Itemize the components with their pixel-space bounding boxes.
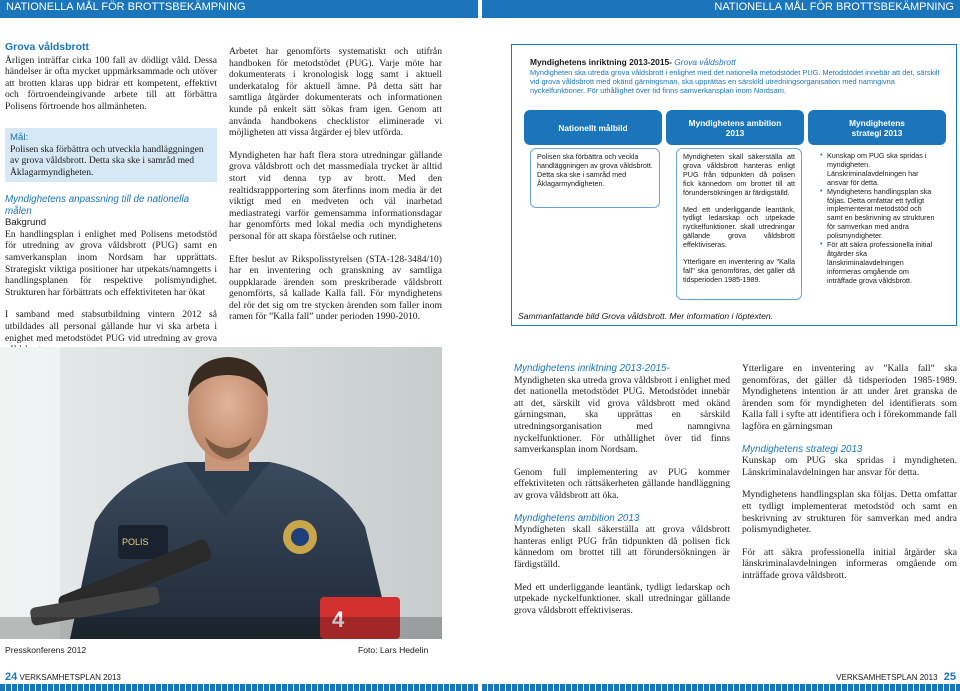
ambition-paragraph-1: Myndigheten skall säkerställa att grova våldsbrott hanteras enligt PUG från tidpunkten då polisen fick kännedom om brottet till att förundersökningen är färdigställd.: [514, 524, 730, 570]
figure-title-bold: Myndighetens inriktning 2013-2015-: [530, 57, 675, 67]
photo-credit: Foto: Lars Hedelin: [358, 645, 429, 655]
figure-col2-header: Myndighetens ambition 2013: [666, 110, 804, 145]
page-number-right: 25: [943, 671, 956, 683]
photo-illustration: [0, 347, 442, 639]
strategy-heading: Myndighetens strategi 2013: [742, 443, 863, 455]
figure-col2-paragraph-3: Ytterligare en inventering av "Kalla fall" ska genomföras, det gäller då tidsperioden 1985-1989.: [683, 257, 795, 284]
left-column: [5, 42, 217, 124]
footer-left: [5, 671, 121, 683]
training-paragraph: I samband med stabsutbildning vintern 2012 så utbildades all personal gällande hur vi ska arbeta i enighet med metodstödet PUG vid utredning av grova: [5, 309, 217, 344]
bottom-right-column: [742, 363, 957, 593]
footer-right: [836, 671, 956, 683]
ambition-paragraph-2: Med ett underliggande leantänk, tydligt ledarskap och utpekade nyckelfunktioner. skall utredningar gällande grova våldsbrott effektiviseras.: [514, 581, 730, 616]
goal-text: Polisen ska förbättra och utveckla handläggningen av grova våldsbrott. Detta ska ske i samråd med Åklagarmyndigheten.: [10, 143, 204, 178]
figure-col3-body: [814, 148, 944, 296]
header-right-title: NATIONELLA MÅL FÖR BROTTSBEKÄMPNING: [714, 1, 954, 13]
middle-paragraph-2: Myndigheten har haft flera stora utredningar gällande grova våldsbrott och det massmediala trycket är alltid stort vid denna typ av brott. Med den realtidsrappportering som återfinns inom media är det viktigt med en medveten och väl inarbetad mediastrategi varför gemensamma informationsdagar har genomförts med lokal media och myndighetens personal för att skapa förståelse och rutiner.: [229, 149, 442, 242]
figure-col2-paragraph-2: Med ett underliggande leantänk, tydligt ledarskap och utpekade nyckelfunktioner. skall utredningar gällande grova våldsbrott effektiviseras.: [683, 204, 795, 250]
direction-heading: Myndighetens inriktning 2013-2015-: [514, 363, 670, 374]
bottom-middle-column: [514, 363, 730, 627]
figure-col1-header: Nationellt målbild: [524, 110, 662, 145]
adaptation-heading: Myndighetens anpassning till de nationella målen: [5, 194, 190, 217]
middle-paragraph-3: Efter beslut av Rikspolisstyrelsen (STA-128-3484/10) har en inventering och granskning av samtliga ouppklarade ärenden som preskriberade våldsbrott genomförts, så kallade Kalla fall. För myndighetens del rör det sig om tre stycken ärenden som faller inom ramen för ”Kalla fall” under perioden 1990-2010.: [229, 253, 442, 323]
footer-right-bar: [482, 684, 960, 691]
implementation-paragraph: Genom full implementering av PUG kommer effektiviteten och rättsäkerheten gällande handläggning av grova våldsbrott att öka.: [514, 466, 730, 501]
figure-col1-body: Polisen ska förbättra och veckla handläggningen av grova våldsbrott. Detta ska ske i samråd med Åklagarmyndigheten.: [530, 148, 660, 208]
intro-paragraph: Årligen inträffar cirka 100 fall av dödligt våld. Dessa händelser är ofta mycket uppmärksammade och utöver att brotten klaras upp bidrar ett kompetent, effektivt och förtroendeingivande arbete till att förbättra Polisens förtroende hos allmänheten.: [5, 54, 217, 112]
summary-figure: [511, 44, 957, 326]
strategy-paragraph-3: För att säkra professionella initial åtgärder ska länskriminalavdelningen informeras omgående om inträffade grova våldsbrott.: [742, 546, 957, 581]
background-paragraph: En handlingsplan i enlighet med Polisens metodstöd för utredning av grova våldsbrott (PUG) samt en samverkansplan inom Nordsam har upprättats. Strategiskt viktiga positioner har utpekats/namngetts i handlingsplanen för respektive polismyndighet. Strukturen har förbättrats och effektiviteten har ökat: [5, 228, 217, 298]
page-number-left: 24: [5, 671, 18, 683]
ambition-heading: Myndighetens ambition 2013: [514, 512, 640, 524]
press-conference-photo: [0, 347, 442, 639]
footer-left-label: VERKSAMHETSPLAN 2013: [19, 673, 121, 682]
strategy-paragraph-2: Myndighetens handlingsplan ska följas. Detta omfattar ett tydligt implementerat metodstöd och samt en beskrivning av strukturen för samverkan med andra polismyndigheter.: [742, 489, 957, 536]
header-left-title: NATIONELLA MÅL FÖR BROTTSBEKÄMPNING: [6, 1, 246, 13]
patch-text: POLIS: [122, 537, 149, 547]
figure-col3-item: • Myndighetens handlingsplan ska följas. Detta omfattar ett tydligt implementerat metodstöd och samt en beskrivning av strukturen för samverkan med andra polismyndigheter.: [820, 188, 938, 241]
figure-title: [530, 57, 736, 67]
figure-col2-paragraph-1: Myndigheten skall säkerställa att grova våldsbrott hanteras enligt PUG från tidpunkten då polisen fick kännedom om brottet till att förundersökningen är färdigställd.: [683, 152, 795, 197]
page-gutter: [478, 0, 482, 691]
goal-box: [5, 128, 217, 182]
figure-intro: Myndigheten ska utreda grova våldsbrott i enlighet med det nationella metodstödet PUG. Metodstödet innebär att det, särskilt vid grova våldsbrott med okänd gärningsman, ska upprättas en särskild utredningsorganisation med namngivna nyckelfunktioner. För uthållighet över tid finns samverkansplan inom Nordsam.: [530, 68, 940, 96]
figure-col3-item: • Kunskap om PUG ska spridas i myndigheten. Länskriminalavdelningen har ansvar för detta.: [820, 152, 938, 188]
footer-left-bar: [0, 684, 478, 691]
middle-paragraph-1: Arbetet har genomförts systematiskt och utifrån handboken för metodstödet (PUG). Varje möte har dokumenterats i kronologisk logg samt i aktuell underkatalog för aktuell ämne. På detta sätt har samtliga åtgärder dokumenterats och informationen kunde på enkelt sätt sökas fram igen. Genom att använda handbokens checklistor eliminerade vi möjligheten att vissa åtgärder ej blev utförda.: [229, 46, 442, 139]
strategy-paragraph-1: Kunskap om PUG ska spridas i myndigheten. Länskriminalavdelningen har ansvar för detta.: [742, 455, 957, 478]
figure-col2-body: [676, 148, 802, 300]
background-label: Bakgrund: [5, 217, 47, 229]
left-column-lower: [5, 194, 217, 367]
figure-col3-list: [820, 152, 938, 286]
section-title: Grova våldsbrott: [5, 41, 90, 53]
footer-right-label: VERKSAMHETSPLAN 2013: [836, 673, 938, 682]
figure-col3-item: • För att säkra professionella initial åtgärder ska länskriminalavdelningen informeras omgående om inträffade grova våldsbrott.: [820, 241, 938, 286]
figure-caption: Sammanfattande bild Grova våldsbrott. Mer information i löptexten.: [518, 311, 774, 321]
svg-text:4: 4: [332, 607, 345, 632]
figure-title-italic: Grova våldsbrott: [674, 57, 736, 67]
figure-col3-header: Myndighetens strategi 2013: [808, 110, 946, 145]
middle-column: [229, 46, 442, 334]
photo-caption: Presskonferens 2012: [5, 645, 87, 655]
direction-paragraph: Myndigheten ska utreda grova våldsbrott i enlighet med det nationella metodstödet PUG. Metodstödet innebär att det, särskilt vid grova våldsbrott med okänd gärningsman, ska upprättas en särskild utredningsorganisation med namngivna nyckelfunktioner. För uthållighet över tid finns samverkansplan inom Nordsam.: [514, 374, 730, 456]
cold-case-paragraph: Ytterligare en inventering av ”Kalla fall” ska genomföras, det gäller då tidsperioden 1985-1989. Myndighetens intention är att under året granska de ärenden som för myndigheten del identifierats som Kalla fall i syfte att identifiera och i förekommande fall lagföra en gärningsman: [742, 363, 957, 432]
goal-label: Mål:: [10, 132, 29, 143]
